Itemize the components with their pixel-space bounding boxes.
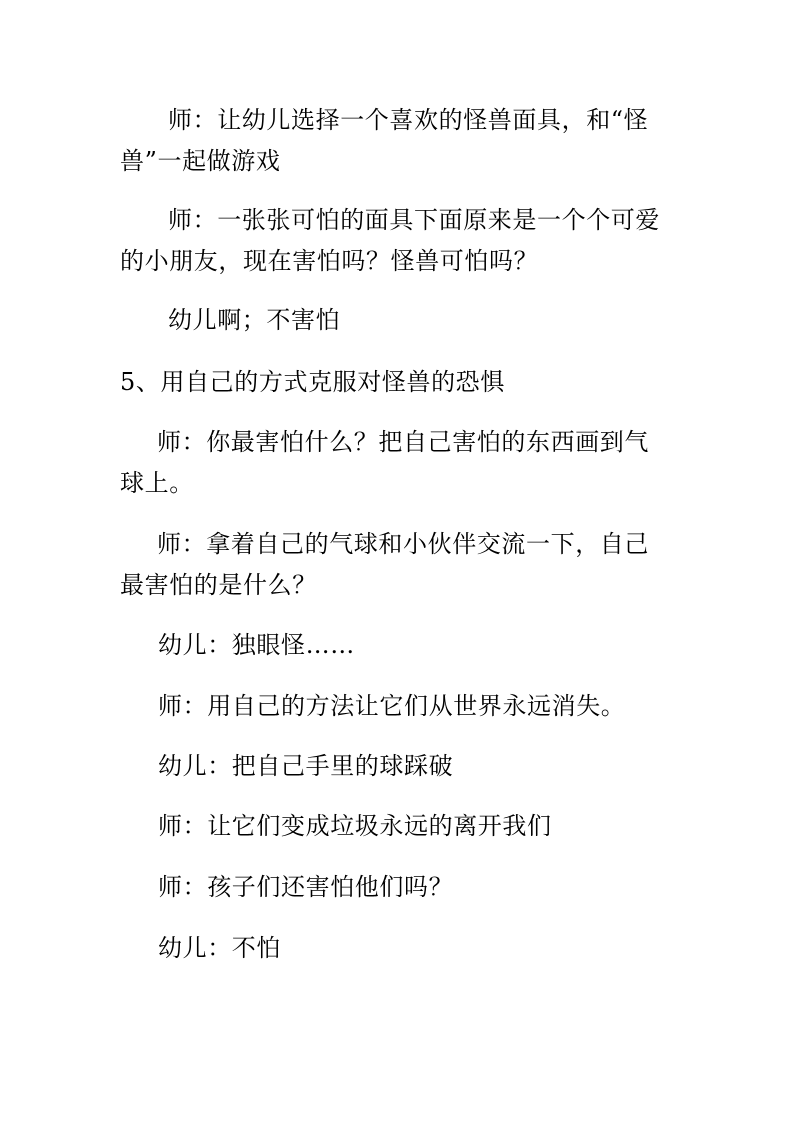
paragraph-child-not-afraid: 幼儿啊；不害怕	[168, 306, 341, 334]
paragraph-teacher-turn-to-garbage: 师：让它们变成垃圾永远的离开我们	[158, 812, 552, 840]
paragraph-child-pop-balloon: 幼儿：把自己手里的球踩破	[158, 752, 454, 780]
paragraph-teacher-still-afraid: 师：孩子们还害怕他们吗？	[158, 873, 454, 901]
paragraph-teacher-draw-balloon: 师：你最害怕什么？把自己害怕的东西画到气球上。	[120, 428, 649, 497]
section-heading-overcome-fear: 5、用自己的方式克服对怪兽的恐惧	[120, 368, 505, 396]
paragraph-teacher-share-balloon: 师：拿着自己的气球和小伙伴交流一下，自己最害怕的是什么？	[120, 530, 649, 599]
paragraph-teacher-masks-question: 师：一张张可怕的面具下面原来是一个个可爱的小朋友，现在害怕吗？怪兽可怕吗？	[120, 206, 660, 275]
paragraph-child-not-scared: 幼儿：不怕	[158, 934, 281, 962]
paragraph-child-one-eyed-monster: 幼儿：独眼怪……	[158, 631, 355, 659]
paragraph-teacher-make-disappear: 师：用自己的方法让它们从世界永远消失。	[158, 692, 626, 720]
paragraph-teacher-mask-game: 师：让幼儿选择一个喜欢的怪兽面具，和“怪兽”一起做游戏	[120, 106, 649, 175]
